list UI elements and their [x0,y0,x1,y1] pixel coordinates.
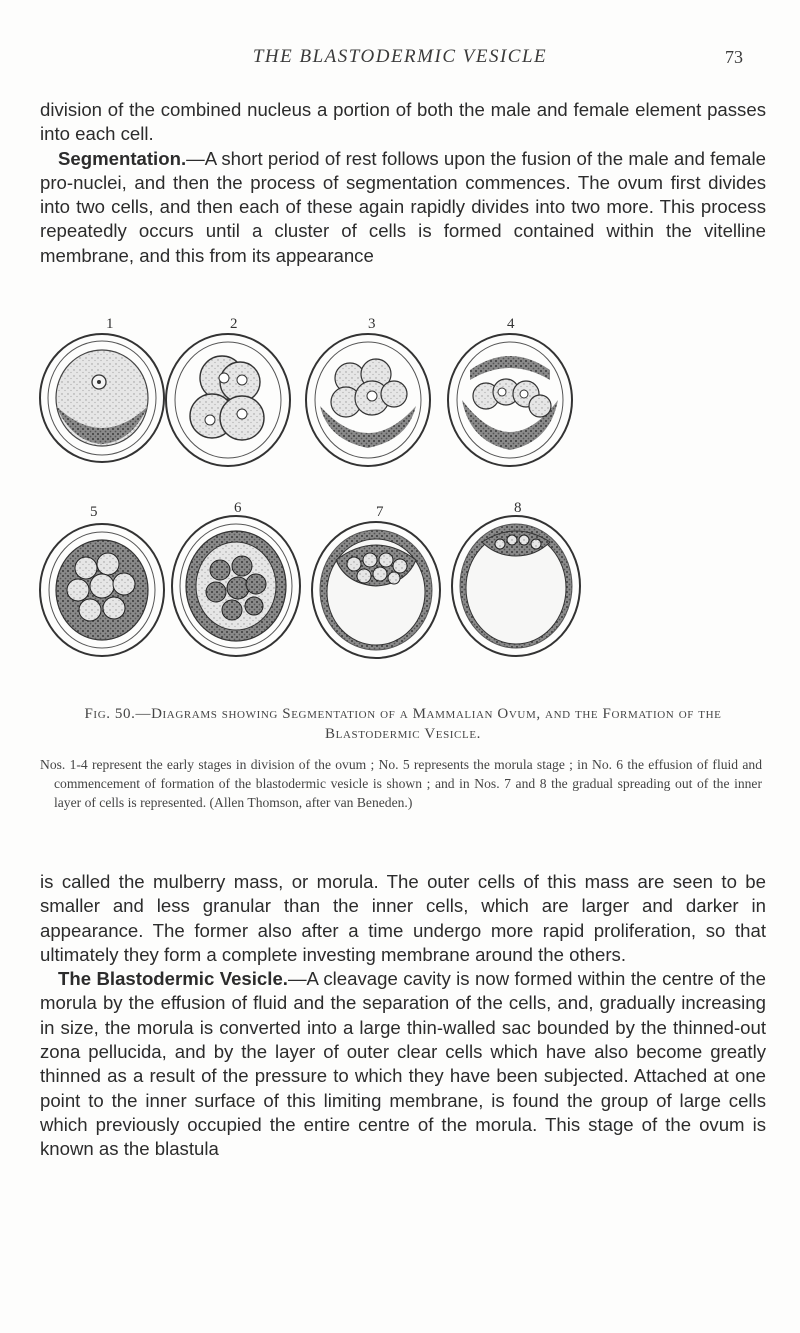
paragraph-segmentation [40,147,766,268]
section-heading-blastodermic-vesicle: The Blastodermic Vesicle. [58,968,288,990]
paragraph-morula: is called the mulberry mass, or morula. The outer cells of this mass are seen to be smaller and less granular than the inner cells, which are larger and darker in appearance. The former also after a time undergo more rapid proliferation, so that ultimately they form a complete investing membrane around the others. [40,871,766,965]
page-number: 73 [725,47,743,67]
figure-label-3: 3 [368,316,376,332]
figure-segmentation-diagrams [90,316,712,690]
paragraph-continuation: division of the combined nucleus a portion of both the male and female element passes into each cell. [40,99,766,145]
body-text-bottom [40,870,766,1162]
running-head [0,46,800,76]
ovum-diagram-1 [40,334,164,462]
ovum-diagram-5 [40,524,164,656]
figure-caption-title: Fig. 50.—Diagrams showing Segmentation of a Mammalian Ovum, and the Formation of the Blastodermic Vesicle. [84,706,722,742]
figure-caption [40,704,766,812]
figure-caption-body: Nos. 1-4 represent the early stages in division of the ovum ; No. 5 represents the morula stage ; in No. 6 the effusion of fluid and commencement of formation of the blastodermic vesicle is shown ; and in Nos. 7 and 8 the gradual spreading out of the inner layer of cells is represented. (Allen Thomson, after van Beneden.) [40,757,762,810]
figure-label-2: 2 [230,316,238,332]
paragraph-blastodermic-vesicle-body: —A cleavage cavity is now formed within the centre of the morula by the effusion of fluid and the separation of the cells, and, gradually increasing in size, the morula is converted into a large thin-walled sac bounded by the thinned-out zona pellucida, and by the layer of outer clear cells which have also become greatly thinned as a result of the pressure to which they have been subjected. Attached at one point to the inner surface of this limiting membrane, is found the group of large cells which previously occupied the entire centre of the morula. This stage of the ovum is known as the blastula [40,968,766,1160]
figure-label-7: 7 [376,504,384,520]
paragraph-blastodermic-vesicle [40,967,766,1161]
figure-drawing [90,316,712,690]
ovum-diagram-3 [306,334,430,466]
body-text-top [40,98,766,268]
figure-label-1: 1 [106,316,114,332]
ovum-diagram-7 [312,522,440,658]
ovum-diagram-6 [172,516,300,656]
section-heading-segmentation: Segmentation. [58,147,187,169]
figure-label-6: 6 [234,500,242,516]
paragraph-segmentation-body: —A short period of rest follows upon the fusion of the male and female pro-nuclei, and then the process of segmentation commences. The ovum first divides into two cells, and then each of these again rapidly divides into two more. This process repeatedly occurs until a cluster of cells is formed contained within the vitelline membrane, and this from its appearance [40,147,766,266]
ovum-diagram-8 [452,516,580,656]
figure-label-5: 5 [90,504,98,520]
ovum-diagram-2 [166,334,290,466]
figure-label-8: 8 [514,500,522,516]
figure-label-4: 4 [507,316,515,332]
running-title: THE BLASTODERMIC VESICLE [252,46,548,67]
ovum-diagram-4 [448,334,572,466]
